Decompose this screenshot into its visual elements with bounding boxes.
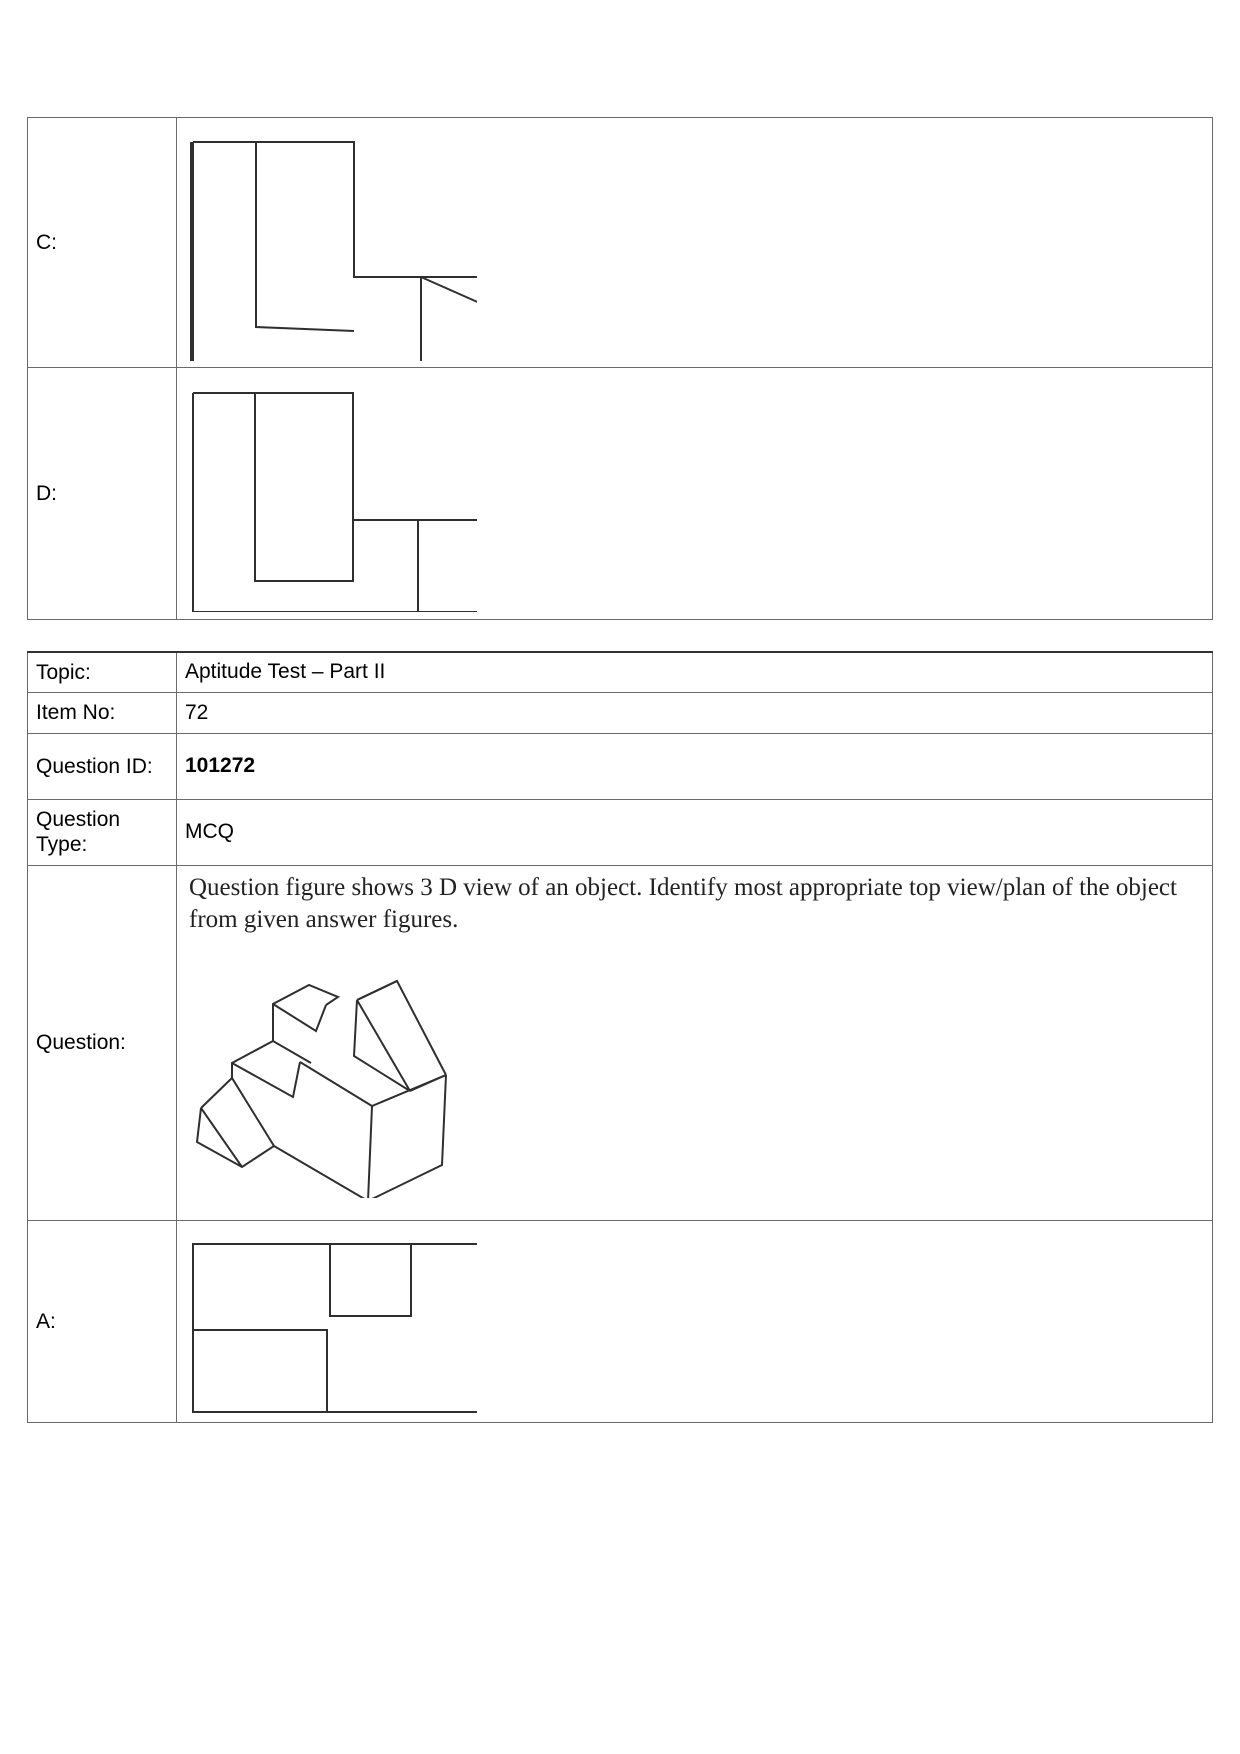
item-value: 72 [177, 692, 1213, 733]
option-c-label: C: [28, 118, 177, 368]
question-type-label: Question Type: [28, 799, 177, 865]
topic-label: Topic: [28, 652, 177, 692]
upper-step-top [273, 985, 338, 1041]
question-meta-table [27, 651, 1213, 1423]
c-l-outline [193, 142, 477, 361]
a-bottom-left-block [193, 1330, 327, 1412]
option-row-c [28, 118, 1213, 368]
a-top-notch [330, 1244, 411, 1316]
option-row-d [28, 368, 1213, 620]
d-inner-strip [255, 393, 353, 581]
tall-wedge-back [357, 981, 446, 1075]
question-cell [177, 865, 1213, 1220]
question-id-value: 101272 [177, 733, 1213, 799]
option-d-cell[interactable] [177, 368, 1213, 620]
question-type-value: MCQ [177, 799, 1213, 865]
lower-step-top [232, 1041, 311, 1078]
option-a-cell[interactable] [177, 1220, 1213, 1422]
c-inner-strip [256, 142, 354, 331]
question-row [28, 865, 1213, 1220]
option-a-figure [177, 1228, 477, 1414]
options-table-continued [27, 117, 1213, 620]
tall-wedge-face [354, 1000, 410, 1091]
question-id-row [28, 733, 1213, 799]
item-row [28, 692, 1213, 733]
a-outer-rect [193, 1244, 477, 1412]
topic-value: Aptitude Test – Part II [177, 652, 1213, 692]
question-text: Question figure shows 3 D view of an object. Identify most appropriate top view/plan of the object from given answer figures. [189, 873, 1177, 933]
question-label: Question: [28, 865, 177, 1220]
item-label: Item No: [28, 692, 177, 733]
wedge-front [197, 1078, 274, 1167]
upper-step-face [273, 1004, 326, 1031]
question-id-label: Question ID: [28, 733, 177, 799]
option-c-figure [177, 125, 477, 361]
option-a-label: A: [28, 1220, 177, 1422]
main-corner [368, 1106, 372, 1198]
question-figure-3d-object [177, 936, 467, 1198]
c-slant [421, 277, 477, 361]
option-d-label: D: [28, 368, 177, 620]
d-l-outline [193, 393, 477, 612]
option-c-cell[interactable] [177, 118, 1213, 368]
main-bottom [274, 1075, 446, 1198]
option-d-figure [177, 376, 477, 612]
topic-row [28, 652, 1213, 692]
question-type-row [28, 799, 1213, 865]
option-row-a [28, 1220, 1213, 1422]
wedge-edge [201, 1108, 242, 1167]
lower-step-face [232, 1062, 300, 1097]
